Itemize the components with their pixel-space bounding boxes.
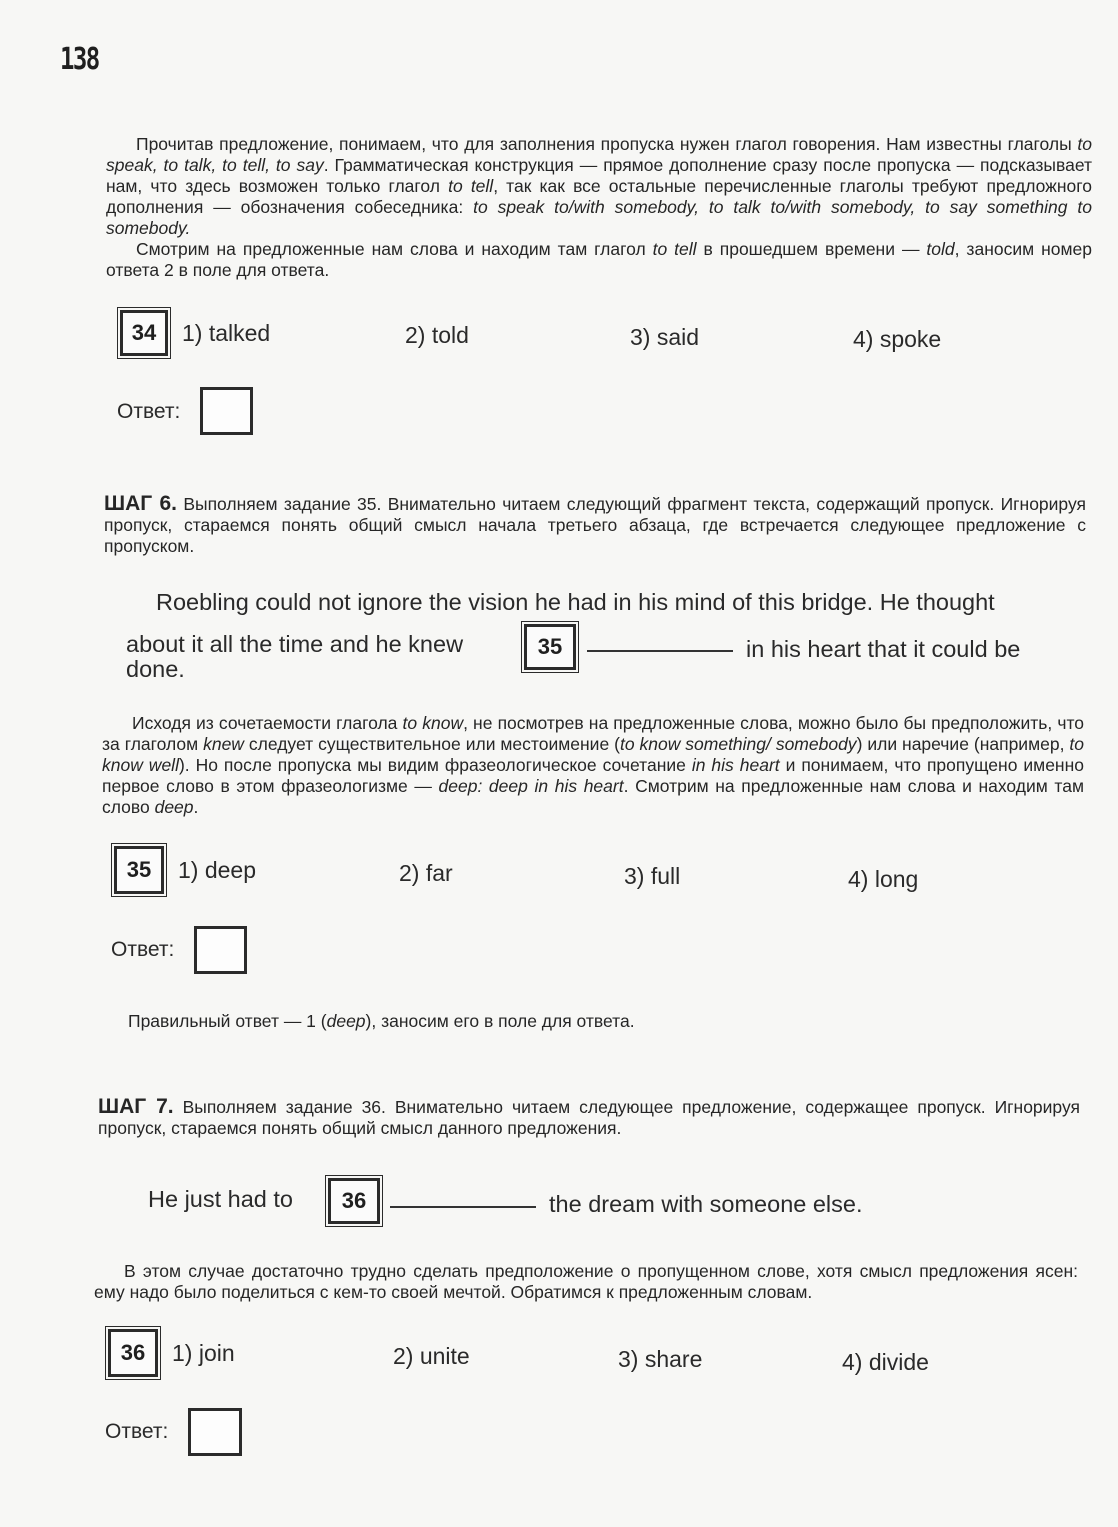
- answer-label-36: Ответ:: [105, 1420, 169, 1443]
- option-36-4[interactable]: 4) divide: [842, 1349, 929, 1375]
- step-7-text: ШАГ 7. Выполняем задание 36. Внимательно читаем следующее предложение, содержащее пропуск. Игнорируя пропуск, стараемся понять общий смысл данного предложения.: [98, 1095, 1080, 1138]
- option-34-2[interactable]: 2) told: [405, 322, 469, 348]
- answer-label-34: Ответ:: [117, 400, 181, 423]
- question-number-box-36: 36: [108, 1329, 158, 1377]
- option-36-3[interactable]: 3) share: [618, 1346, 703, 1372]
- gap-line-35: [587, 650, 733, 652]
- option-35-4[interactable]: 4) long: [848, 866, 919, 892]
- option-36-2[interactable]: 2) unite: [393, 1343, 470, 1369]
- answer-box-34[interactable]: [200, 387, 253, 435]
- sentence-36-after: the dream with someone else.: [549, 1191, 863, 1217]
- sentence-gap-box-35: 35: [524, 624, 576, 670]
- step-7-label: ШАГ 7.: [98, 1095, 174, 1118]
- option-35-3[interactable]: 3) full: [624, 863, 681, 889]
- explanation-35: Исходя из сочетаемости глагола to know, не посмотрев на предложенные слова, можно было бы предположить, что за глаголом knew следует существительное или местоимение (to know something/ somebody) или наречие (например, to know well). Но после пропуска мы видим фразеологическое сочетание in his heart и понимаем, что пропущено именно первое слово в этом фразеологизме — deep: deep in his heart. Смотрим на предложенные нам слова и находим там слово deep.: [102, 713, 1084, 817]
- question-number-box-34: 34: [120, 310, 168, 356]
- intro-paragraph-1: Прочитав предложение, понимаем, что для заполнения пропуска нужен глагол говорения. Нам известны глаголы to speak, to talk, to tell, to say. Грамматическая конструкция — прямое дополнение сразу после пропуска — подсказывает нам, что здесь возможен только глагол to tell, так как все остальные перечисленные глаголы требуют предложного дополнения — обозначения собеседника: to speak to/with somebody, to talk to/with somebody, to say something to somebody.: [106, 134, 1092, 238]
- gap-line-36: [390, 1206, 536, 1208]
- question-number-box-35: 35: [114, 846, 164, 894]
- answer-box-36[interactable]: [188, 1408, 242, 1456]
- sentence-35-line3: done.: [126, 656, 185, 682]
- sentence-36-before: He just had to: [148, 1186, 294, 1212]
- option-34-1[interactable]: 1) talked: [182, 320, 271, 346]
- answer-label-35: Ответ:: [111, 938, 175, 961]
- sentence-35-line1: Roebling could not ignore the vision he had in his mind of this bridge. He thought: [156, 589, 995, 615]
- sentence-35-line2-after: in his heart that it could be: [746, 636, 1021, 662]
- option-36-1[interactable]: 1) join: [172, 1340, 235, 1366]
- option-34-3[interactable]: 3) said: [630, 324, 700, 350]
- option-35-1[interactable]: 1) deep: [178, 857, 257, 883]
- answer-box-35[interactable]: [194, 926, 247, 974]
- page-number: 138: [60, 42, 99, 77]
- explanation-36: В этом случае достаточно трудно сделать предположение о пропущенном слове, хотя смысл предложения ясен: ему надо было поделиться с кем-то своей мечтой. Обратимся к предложенным словам.: [94, 1261, 1078, 1302]
- step-6-text: ШАГ 6. Выполняем задание 35. Внимательно читаем следующий фрагмент текста, содержащий пропуск. Игнорируя пропуск, стараемся понять общий смысл начала третьего абзаца, где встречается следующее предложение с пропуском.: [104, 492, 1087, 556]
- sentence-35-line2-before: about it all the time and he knew: [126, 631, 464, 657]
- intro-paragraph-2: Смотрим на предложенные нам слова и находим там глагол to tell в прошедшем времени — told, заносим номер ответа 2 в поле для ответа.: [106, 239, 1092, 280]
- option-35-2[interactable]: 2) far: [399, 860, 453, 886]
- correct-answer-35: Правильный ответ — 1 (deep), заносим его в поле для ответа.: [128, 1011, 635, 1031]
- sentence-gap-box-36: 36: [328, 1178, 380, 1224]
- intro-text: [106, 134, 1092, 281]
- step-6-label: ШАГ 6.: [104, 492, 177, 515]
- option-34-4[interactable]: 4) spoke: [853, 326, 942, 352]
